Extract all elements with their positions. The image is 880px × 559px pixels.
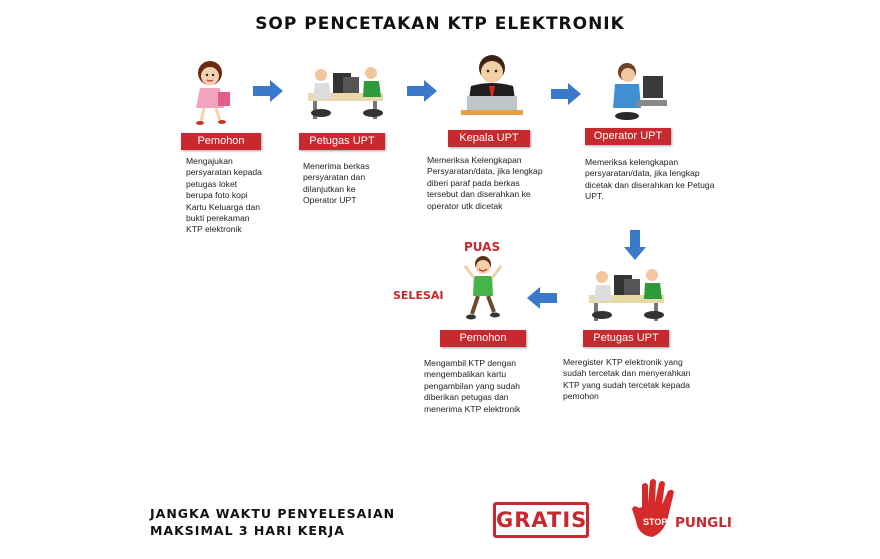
operator-upt-figure <box>607 58 669 122</box>
petugas-upt-figure-2 <box>584 257 669 325</box>
arrow-right-icon <box>407 80 437 102</box>
step-label-pemohon-2: Pemohon <box>440 330 526 347</box>
petugas-upt-figure <box>303 55 388 123</box>
step-desc-petugas-upt: Menerima berkas persyaratan dan dilanjutkan ke Operator UPT <box>303 161 370 206</box>
kepala-upt-figure <box>457 52 527 117</box>
step-label-pemohon: Pemohon <box>181 133 261 150</box>
pemohon-figure <box>188 58 238 126</box>
arrow-down-icon <box>624 230 646 260</box>
arrow-right-icon <box>551 83 581 105</box>
step-desc-pemohon: Mengajukan persyaratan kepada petugas loket berupa foto kopi Kartu Keluarga dan bukti perekaman KTP elektronik <box>186 156 262 235</box>
page-title: SOP PENCETAKAN KTP ELEKTRONIK <box>255 14 625 34</box>
pemohon-happy-figure <box>462 254 504 324</box>
step-label-petugas-upt: Petugas UPT <box>299 133 385 150</box>
step-desc-kepala-upt: Memeriksa Kelengkapan Persyaratan/data, jika lengkap diberi paraf pada berkas tersebut dan diserahkan ke operator utk dicetak <box>427 155 543 211</box>
puas-label: PUAS <box>464 240 501 254</box>
stop-pungli-logo <box>623 477 743 547</box>
arrow-left-icon <box>527 287 557 309</box>
pungli-word: PUNGLI <box>675 515 732 531</box>
step-label-petugas-upt-2: Petugas UPT <box>583 330 669 347</box>
step-label-operator-upt: Operator UPT <box>585 128 671 145</box>
stop-word: STOP <box>643 517 668 527</box>
step-desc-petugas-upt-2: Meregister KTP elektronik yang sudah tercetak dan menyerahkan KTP yang sudah tercetak kepada pemohon <box>563 357 691 402</box>
deadline-text: JANGKA WAKTU PENYELESAIAN MAKSIMAL 3 HARI KERJA <box>150 506 396 538</box>
arrow-right-icon <box>253 80 283 102</box>
gratis-stamp: GRATIS <box>493 502 589 538</box>
red-hand-icon <box>628 477 688 545</box>
selesai-label: SELESAI <box>393 289 444 302</box>
step-desc-pemohon-2: Mengambil KTP dengan mengembalikan kartu pengambilan yang sudah diberikan petugas dan menerima KTP elektronik <box>424 358 521 414</box>
step-desc-operator-upt: Memeriksa kelengkapan persyaratan/data, jika lengkap dicetak dan diserahkan ke Petuga UPT. <box>585 157 715 202</box>
step-label-kepala-upt: Kepala UPT <box>448 130 530 147</box>
